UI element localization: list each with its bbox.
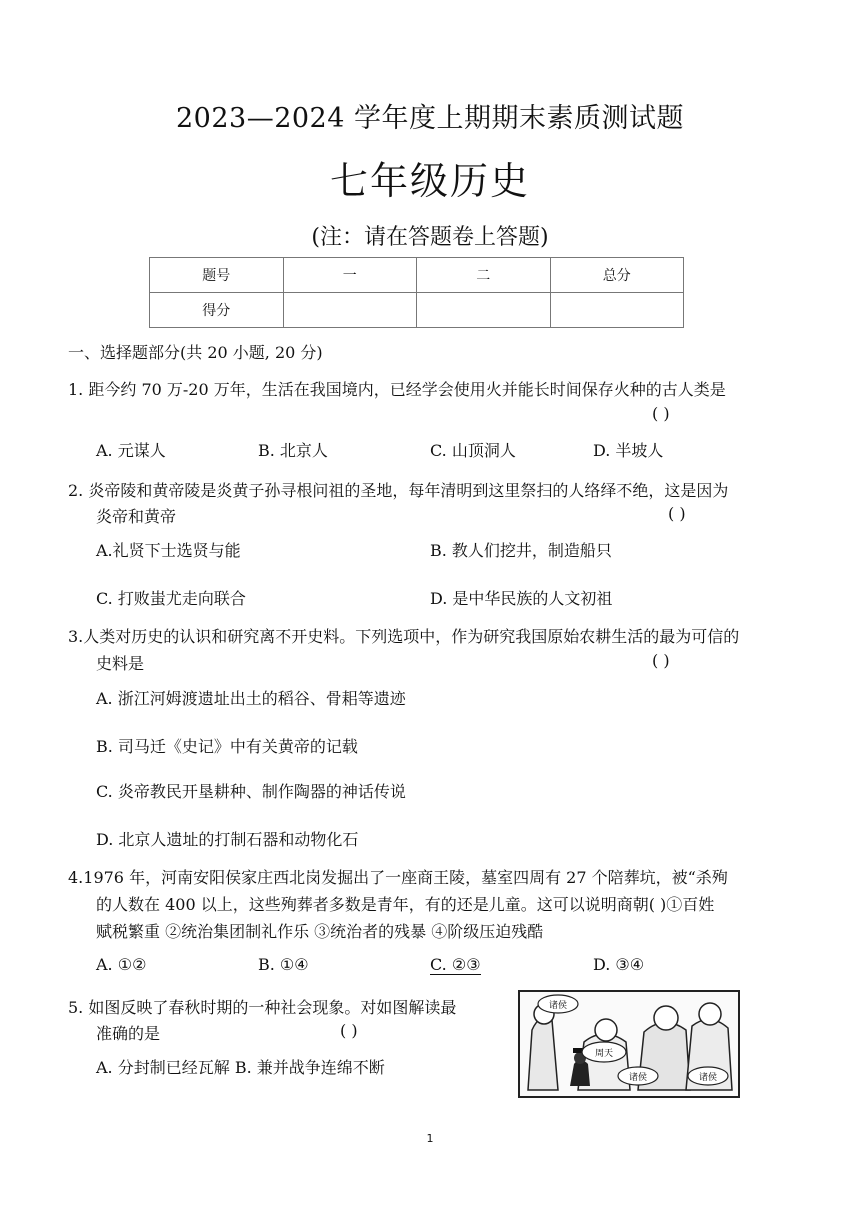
- question-2-text-line2: 炎帝和黄帝: [96, 507, 177, 526]
- cartoon-label: 诸侯: [698, 1073, 718, 1083]
- question-3-text: 3.人类对历史的认识和研究离不开史料。下列选项中，作为研究我国原始农耕生活的最为可信的: [68, 627, 740, 646]
- cartoon-label: 诸侯: [548, 1001, 568, 1011]
- question-2-option-a: A.礼贤下士选贤与能: [96, 541, 241, 560]
- exam-title: 2023—2024 学年度上期期末素质测试题: [175, 103, 684, 134]
- question-1-option-b: B. 北京人: [258, 441, 328, 460]
- score-row-label: 得分: [150, 293, 284, 328]
- score-cell[interactable]: [550, 293, 684, 328]
- question-4-text-line3: 赋税繁重 ②统治集团制礼作乐 ③统治者的残暴 ④阶级压迫残酷: [96, 922, 544, 941]
- question-4-option-a: A. ①②: [96, 955, 147, 974]
- score-header-cell: 一: [283, 258, 417, 293]
- question-4-option-d: D. ③④: [593, 955, 645, 974]
- question-3-option-b: B. 司马迁《史记》中有关黄帝的记载: [96, 737, 358, 756]
- score-header-cell: 题号: [150, 258, 284, 293]
- score-header-cell: 总分: [550, 258, 684, 293]
- question-2-option-c: C. 打败蚩尤走向联合: [96, 589, 246, 608]
- question-5-text: 5. 如图反映了春秋时期的一种社会现象。对如图解读最: [68, 998, 457, 1017]
- question-2-text: 2. 炎帝陵和黄帝陵是炎黄子孙寻根问祖的圣地，每年清明到这里祭扫的人络绎不绝，这是因为: [68, 481, 729, 500]
- section-title: 一、选择题部分(共 20 小题, 20 分): [68, 343, 323, 362]
- cartoon-illustration: [518, 990, 740, 1098]
- score-cell[interactable]: [417, 293, 551, 328]
- question-5-option-ab: A. 分封制已经瓦解 B. 兼并战争连绵不断: [96, 1058, 385, 1077]
- subject-title: 七年级历史: [329, 159, 530, 203]
- question-2-option-d: D. 是中华民族的人文初祖: [430, 589, 613, 608]
- exam-note: (注：请在答题卷上答题): [311, 225, 549, 250]
- zhou-king-cartoon-image: [518, 990, 740, 1098]
- question-5-bracket: ( ): [340, 1021, 358, 1040]
- question-1-option-c: C. 山顶洞人: [430, 441, 516, 460]
- question-4-option-b: B. ①④: [258, 955, 309, 974]
- cartoon-label: 诸侯: [628, 1073, 648, 1083]
- question-1-option-d: D. 半坡人: [593, 441, 664, 460]
- question-3-option-a: A. 浙江河姆渡遗址出土的稻谷、骨耜等遗迹: [96, 689, 406, 708]
- question-3-option-d: D. 北京人遗址的打制石器和动物化石: [96, 830, 359, 849]
- score-table: [149, 257, 684, 328]
- score-table-header-row: [150, 258, 684, 293]
- score-cell[interactable]: [283, 293, 417, 328]
- question-3-bracket: ( ): [652, 651, 670, 670]
- cartoon-label: 周天: [594, 1049, 614, 1059]
- question-5-text-line2: 准确的是: [96, 1024, 161, 1043]
- question-4-text-line2: 的人数在 400 以上，这些殉葬者多数是青年，有的还是儿童。这可以说明商朝( )①百姓: [96, 895, 715, 914]
- question-3-option-c: C. 炎帝教民开垦耕种、制作陶器的神话传说: [96, 782, 406, 801]
- question-1-option-a: A. 元谋人: [96, 441, 166, 460]
- question-1-bracket: ( ): [652, 404, 670, 423]
- question-1-text: 1. 距今约 70 万-20 万年，生活在我国境内，已经学会使用火并能长时间保存火种的古人类是: [68, 380, 726, 399]
- question-4-option-c: C. ②③: [430, 955, 481, 974]
- page-number: 1: [426, 1132, 434, 1145]
- question-2-option-b: B. 教人们挖井，制造船只: [430, 541, 612, 560]
- question-4-text: 4.1976 年，河南安阳侯家庄西北岗发掘出了一座商王陵，墓室四周有 27 个陪葬坑，被“杀殉: [68, 868, 728, 887]
- score-table-score-row: [150, 293, 684, 328]
- question-2-bracket: ( ): [668, 504, 686, 523]
- score-header-cell: 二: [417, 258, 551, 293]
- question-3-text-line2: 史料是: [96, 654, 145, 673]
